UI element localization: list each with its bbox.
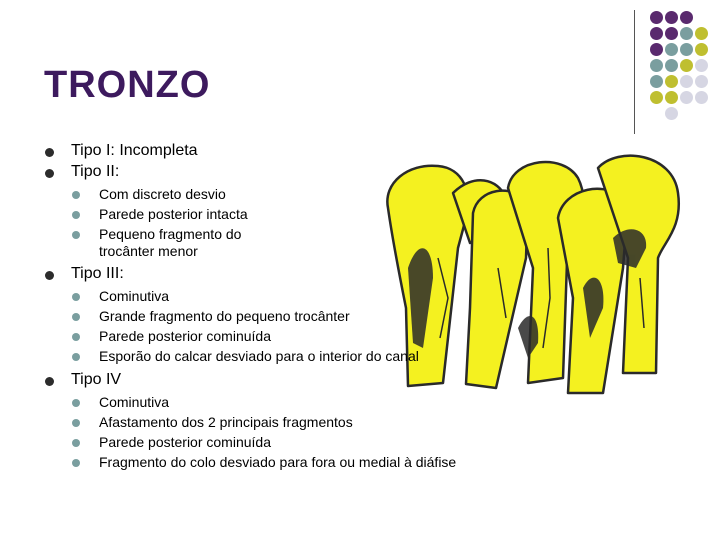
- bullet-icon: [72, 399, 80, 407]
- sub-list-item: [99, 394, 169, 410]
- sub-list-item: [99, 328, 271, 344]
- list-item-text: Tipo I: Incompleta: [71, 142, 198, 159]
- sub-list-item: [99, 454, 456, 470]
- list-item: [71, 371, 121, 389]
- sub-list-item: [99, 206, 248, 222]
- sub-list-item-text: Parede posterior cominuída: [99, 328, 271, 344]
- sub-list-item: [99, 414, 353, 430]
- list-item: [71, 163, 119, 181]
- sub-list-item-text: Parede posterior cominuída: [99, 434, 271, 450]
- bullet-icon: [72, 419, 80, 427]
- sub-list-item: [99, 186, 226, 202]
- sub-list-item: [99, 308, 350, 324]
- bullet-icon: [45, 148, 54, 157]
- sub-list-item-text: trocânter menor: [99, 243, 198, 259]
- bullet-icon: [72, 191, 80, 199]
- bullet-icon: [45, 377, 54, 386]
- list-item-text: Tipo III:: [71, 265, 124, 282]
- sub-list-item-text: Cominutiva: [99, 394, 170, 410]
- sub-list-item-text: Afastamento dos 2 principais fragmentos: [99, 414, 353, 430]
- sub-list-item-text: Fragmento do colo desviado para fora ou medial à diáfise: [99, 454, 457, 470]
- list-item: [71, 265, 124, 283]
- sub-list-item-text: Grande fragmento do pequeno trocânter: [99, 308, 350, 324]
- bullet-icon: [72, 459, 80, 467]
- sub-list-item-text: Parede posterior intacta: [99, 206, 248, 222]
- sub-list-item-text: Pequeno fragmento do: [99, 226, 242, 242]
- list-item-text: Tipo IV: [71, 371, 122, 388]
- bullet-icon: [72, 231, 80, 239]
- list-item-text: Tipo II:: [71, 163, 120, 180]
- bullet-icon: [72, 439, 80, 447]
- bullet-icon: [72, 211, 80, 219]
- bullet-icon: [45, 169, 54, 178]
- sub-list-item: [99, 288, 169, 304]
- bullet-icon: [72, 353, 80, 361]
- sub-list-item-text: Com discreto desvio: [99, 186, 226, 202]
- bullet-icon: [72, 333, 80, 341]
- sub-list-item: [99, 226, 241, 260]
- bullet-icon: [72, 293, 80, 301]
- list-item: [71, 142, 198, 160]
- sub-list-item: [99, 348, 419, 364]
- slide-title: TRONZO: [44, 64, 211, 106]
- sub-list-item: [99, 434, 271, 450]
- sub-list-item-text: Esporão do calcar desviado para o interior do canal: [99, 348, 419, 364]
- bullet-icon: [45, 271, 54, 280]
- sub-list-item-text: Cominutiva: [99, 288, 170, 304]
- bullet-icon: [72, 313, 80, 321]
